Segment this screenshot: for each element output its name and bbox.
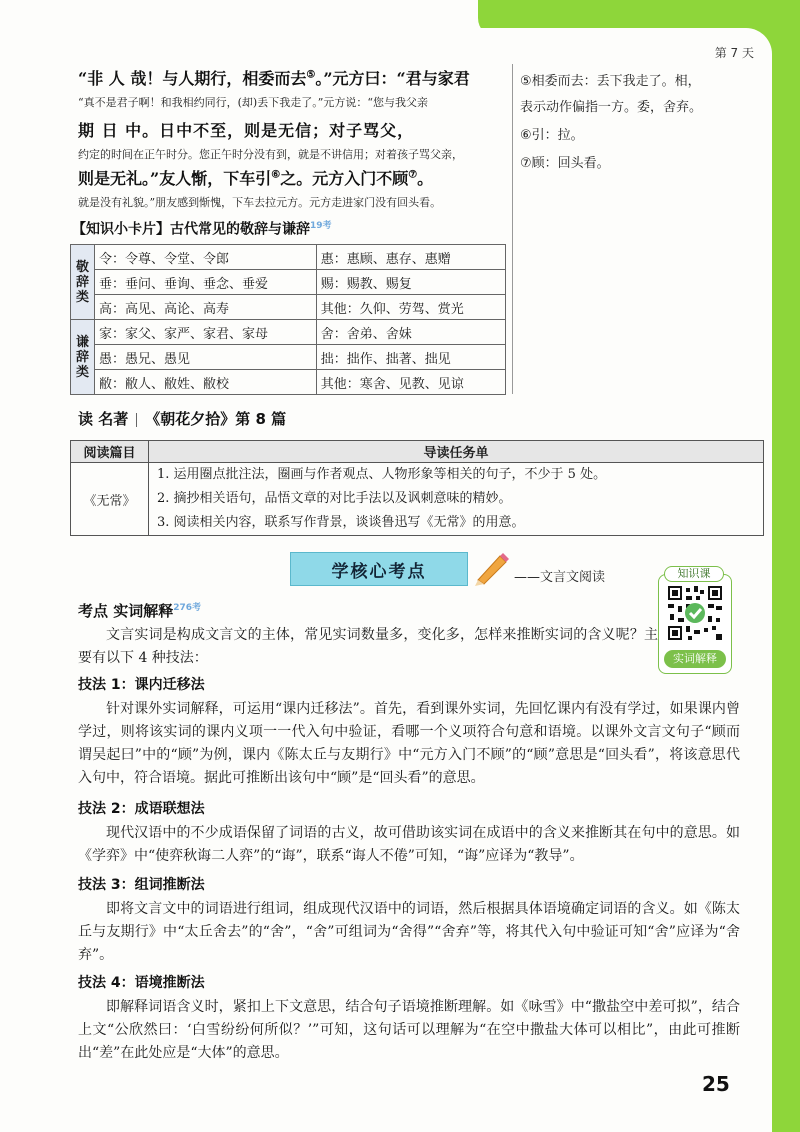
banner-subtitle: ——文言文阅读: [514, 570, 606, 585]
translation-line-3: 就是没有礼貌。”朋友感到惭愧，下车去拉元方。元方走进家门没有回头看。: [78, 196, 442, 209]
skill-4-text: 即解释词语含义时，紧扣上下文意思，结合句子语境推断理解。如《咏雪》中“撒盐空中差可拟”，结合上文“公欣然曰：‘白雪纷纷何所似？’”可知，这句话可以理解为“在空中撒盐大体可以相比”，由此可推断出“差”在此处应是“大体”的意思。: [78, 999, 740, 1061]
passage-line-3: 则是无礼。”友人惭，下车引⑥之。元方入门不顾⑦。: [78, 169, 434, 188]
task-col-piece: 阅读篇目: [71, 441, 149, 463]
task-col-tasks: 导读任务单: [149, 441, 764, 463]
kaodian-intro: 文言实词是构成文言文的主体，常见实词数量多，变化多，怎样来推断实词的含义呢？主要有以下 4 种技法：: [78, 627, 658, 666]
section-banner: 学核心考点: [290, 552, 468, 586]
reading-heading: 读 名著 《朝花夕拾》第 8 篇: [78, 410, 287, 428]
table-cell: 垂：垂问、垂询、垂念、垂爱: [95, 270, 317, 295]
reading-task-table: [70, 440, 764, 536]
category-respectful: 敬 辞 类: [71, 245, 95, 320]
skill-3-title: 技法 3：组词推断法: [78, 877, 205, 893]
skill-1-text: 针对课外实词解释，可运用“课内迁移法”。首先，看到课外实词，先回忆课内有没有学过，如果课内曾学过，则将该实词的课内义项一一代入句中验证，看哪一个义项符合句意和语境。以课外文言文句子“顾而谓吴起曰”中的“顾”为例，课内《陈太丘与友期行》中“元方入门不顾”的“顾”意思是“回头看”，将该意思代入句中，符合语境。据此可推断出该句中“顾”是“回头看”的意思。: [78, 701, 740, 786]
category-humble: 谦 辞 类: [71, 320, 95, 395]
task-item: 2. 摘抄相关语句，品悟文章的对比手法以及讽刺意味的精妙。: [157, 491, 512, 506]
task-item: 1. 运用圈点批注法，圈画与作者观点、人物形象等相关的句子，不少于 5 处。: [157, 467, 607, 482]
table-cell: 拙：拙作、拙著、拙见: [316, 345, 505, 370]
translation-line-2: 约定的时间在正午时分。您正午时分没有到，就是不讲信用；对着孩子骂父亲，: [78, 148, 463, 161]
day-label: 第 7 天: [714, 46, 754, 60]
table-cell: 家：家父、家严、家君、家母: [95, 320, 317, 345]
table-cell: 敝：敝人、敝姓、敝校: [95, 370, 317, 395]
table-cell: 赐：赐教、赐复: [316, 270, 505, 295]
note-5a: ⑤相委而去：丢下我走了。相，: [520, 74, 701, 89]
table-cell: 愚：愚兄、愚见: [95, 345, 317, 370]
translation-line-1: “真不是君子啊！和我相约同行，(却)丢下我走了。”元方说：“您与我父亲: [78, 96, 428, 109]
table-cell: 其他：久仰、劳驾、赏光: [316, 295, 505, 320]
note-7: ⑦顾：回头看。: [520, 156, 610, 171]
reading-piece: 《无常》: [71, 463, 149, 536]
table-cell: 舍：舍弟、舍妹: [316, 320, 505, 345]
skill-2-text: 现代汉语中的不少成语保留了词语的古义，故可借助该实词在成语中的含义来推断其在句中的意思。如《学弈》中“使弈秋诲二人弈”的“诲”，联系“诲人不倦”可知，“诲”应译为“教导”。: [78, 825, 740, 864]
table-cell: 高：高见、高论、高寿: [95, 295, 317, 320]
table-cell: 其他：寒舍、见教、见谅: [316, 370, 505, 395]
note-5b: 表示动作偏指一方。委，舍弃。: [520, 100, 703, 115]
page-number: 25: [702, 1072, 730, 1096]
passage-line-2: 期 日 中。日中不至，则是无信；对子骂父，: [78, 121, 415, 140]
skill-1-title: 技法 1：课内迁移法: [78, 677, 205, 693]
pencil-icon: [470, 550, 510, 586]
knowledge-card-title: 【知识小卡片】古代常见的敬辞与谦辞$^{19考}$: [72, 221, 332, 238]
qr-bottom-label: 实词解释: [664, 650, 726, 668]
table-cell: 令：令尊、令堂、令郎: [95, 245, 317, 270]
task-list: [149, 463, 764, 536]
passage-line-1: “非 人 哉！与人期行，相委而去⑤。”元方曰：“君与家君: [78, 69, 470, 88]
task-item: 3. 阅读相关内容，联系写作背景，谈谈鲁迅写《无常》的用意。: [157, 515, 525, 530]
qr-code-icon[interactable]: [668, 586, 722, 640]
skill-4-title: 技法 4：语境推断法: [78, 975, 205, 991]
honorific-table: [70, 244, 506, 395]
note-6: ⑥引：拉。: [520, 128, 584, 143]
skill-2-title: 技法 2：成语联想法: [78, 801, 205, 817]
qr-top-label: 知识课: [664, 566, 724, 582]
table-cell: 惠：惠顾、惠存、惠赠: [316, 245, 505, 270]
column-divider: [512, 64, 513, 394]
skill-3-text: 即将文言文中的词语进行组词，组成现代汉语中的词语，然后根据具体语境确定词语的含义。如《陈太丘与友期行》中“太丘舍去”的“舍”，“舍”可组词为“舍得”“舍弃”等，将其代入句中验证可知“舍”应译为“舍弃”。: [78, 901, 740, 963]
honorific-group: [71, 245, 506, 270]
kaodian-title: 考点 实词解释$^{276考}$: [78, 602, 202, 620]
